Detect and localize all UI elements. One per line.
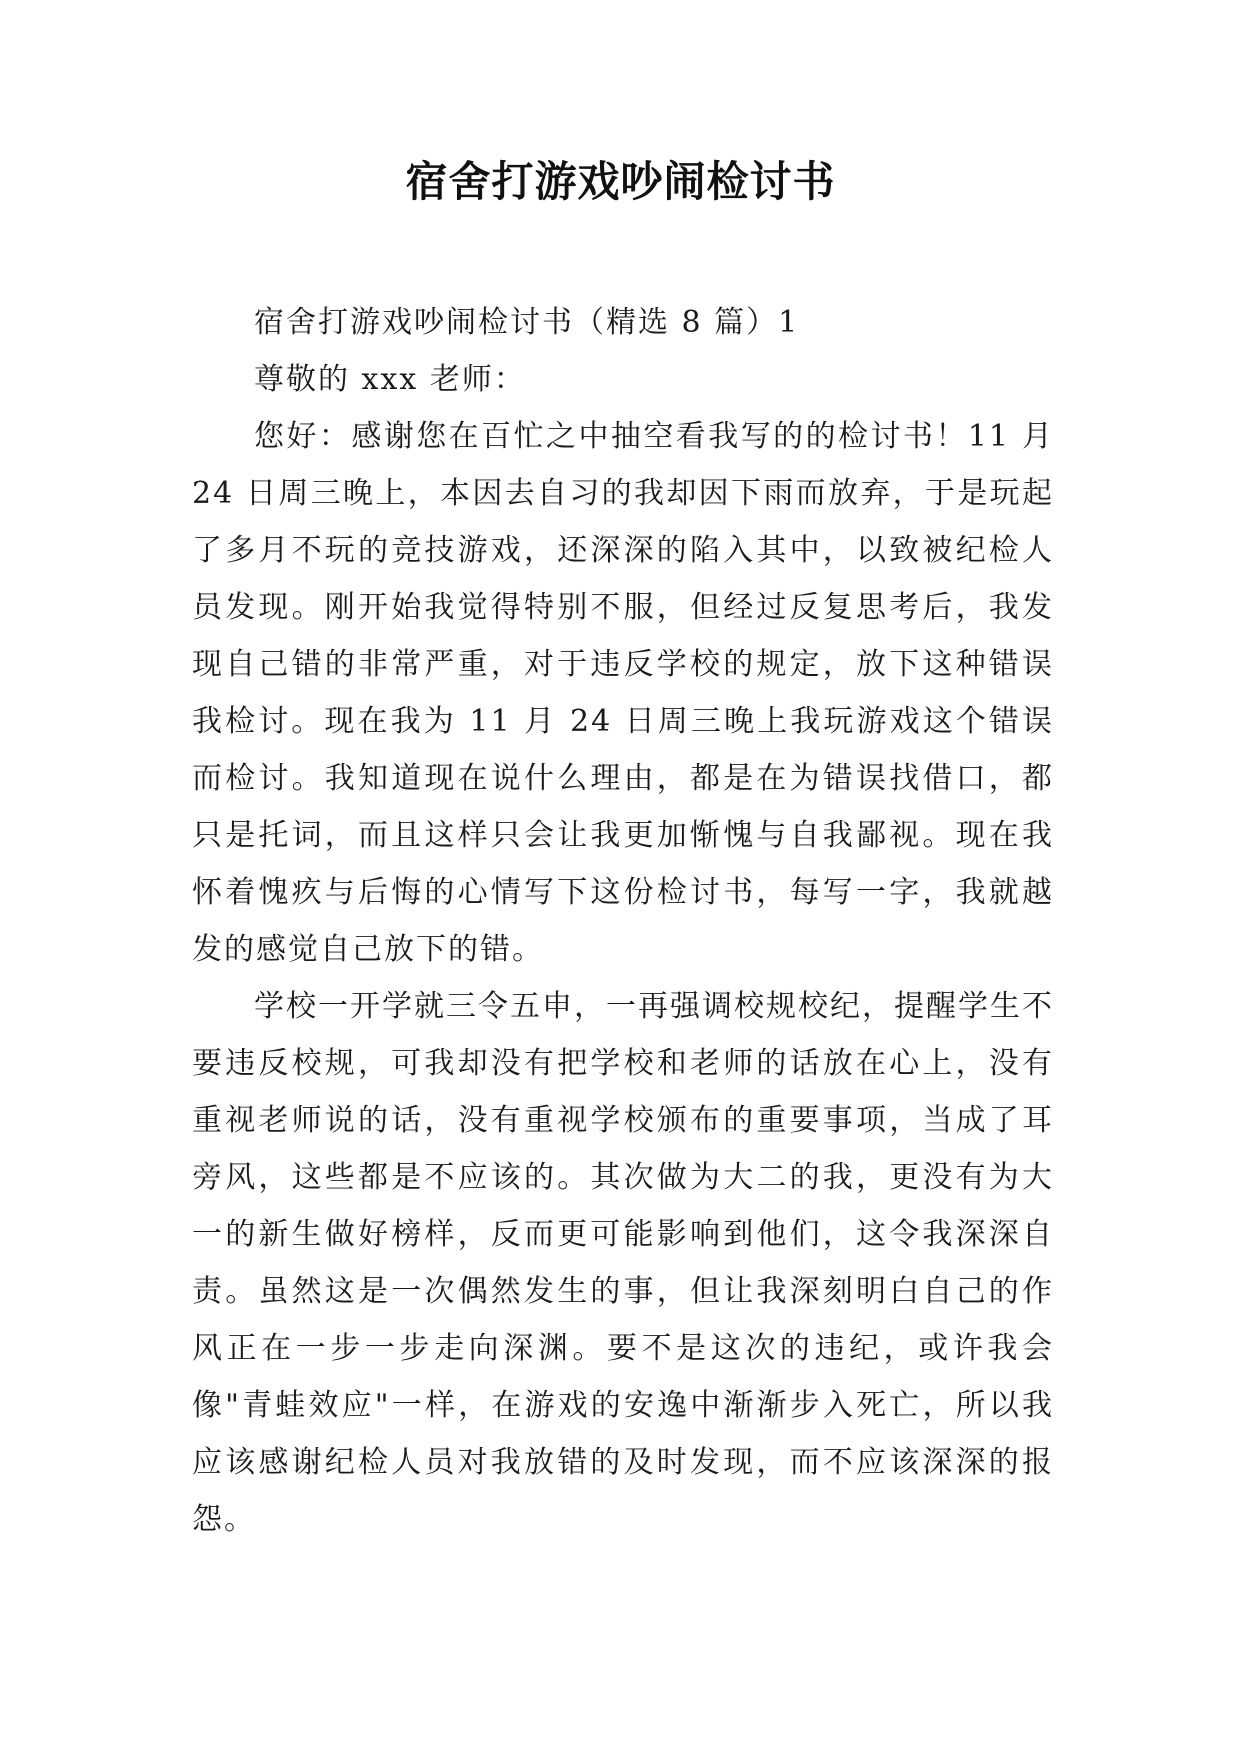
salutation-paragraph: 尊敬的 xxx 老师： <box>254 362 526 397</box>
document-body <box>192 294 1054 1548</box>
body-paragraph: 您好：感谢您在百忙之中抽空看我写的的检讨书！11 月 24 日周三晚上，本因去自习的我却因下雨而放弃，于是玩起了多月不玩的竞技游戏，还深深的陷入其中，以致被纪检人员发现。刚开始我觉得特别不服，但经过反复思考后，我发现自己错的非常严重，对于违反学校的规定，放下这种错误我检讨。现在我为 11 月 24 日周三晚上我玩游戏这个错误而检讨。我知道现在说什么理由，都是在为错误找借口，都只是托词，而且这样只会让我更加惭愧与自我鄙视。现在我怀着愧疚与后悔的心情写下这份检讨书，每写一字，我就越发的感觉自己放下的错。 <box>192 419 1054 967</box>
document-title: 宿舍打游戏吵闹检讨书 <box>405 157 836 206</box>
body-paragraph: 学校一开学就三令五申，一再强调校规校纪，提醒学生不要违反校规，可我却没有把学校和老师的话放在心上，没有重视老师说的话，没有重视学校颁布的重要事项，当成了耳旁风，这些都是不应该的。其次做为大二的我，更没有为大一的新生做好榜样，反而更可能影响到他们，这令我深深自责。虽然这是一次偶然发生的事，但让我深刻明白自己的作风正在一步一步走向深渊。要不是这次的违纪，或许我会像"青蛙效应"一样，在游戏的安逸中渐渐步入死亡，所以我应该感谢纪检人员对我放错的及时发现，而不应该深深的报怨。 <box>192 989 1054 1537</box>
subtitle-paragraph: 宿舍打游戏吵闹检讨书（精选 8 篇）1 <box>254 305 800 340</box>
